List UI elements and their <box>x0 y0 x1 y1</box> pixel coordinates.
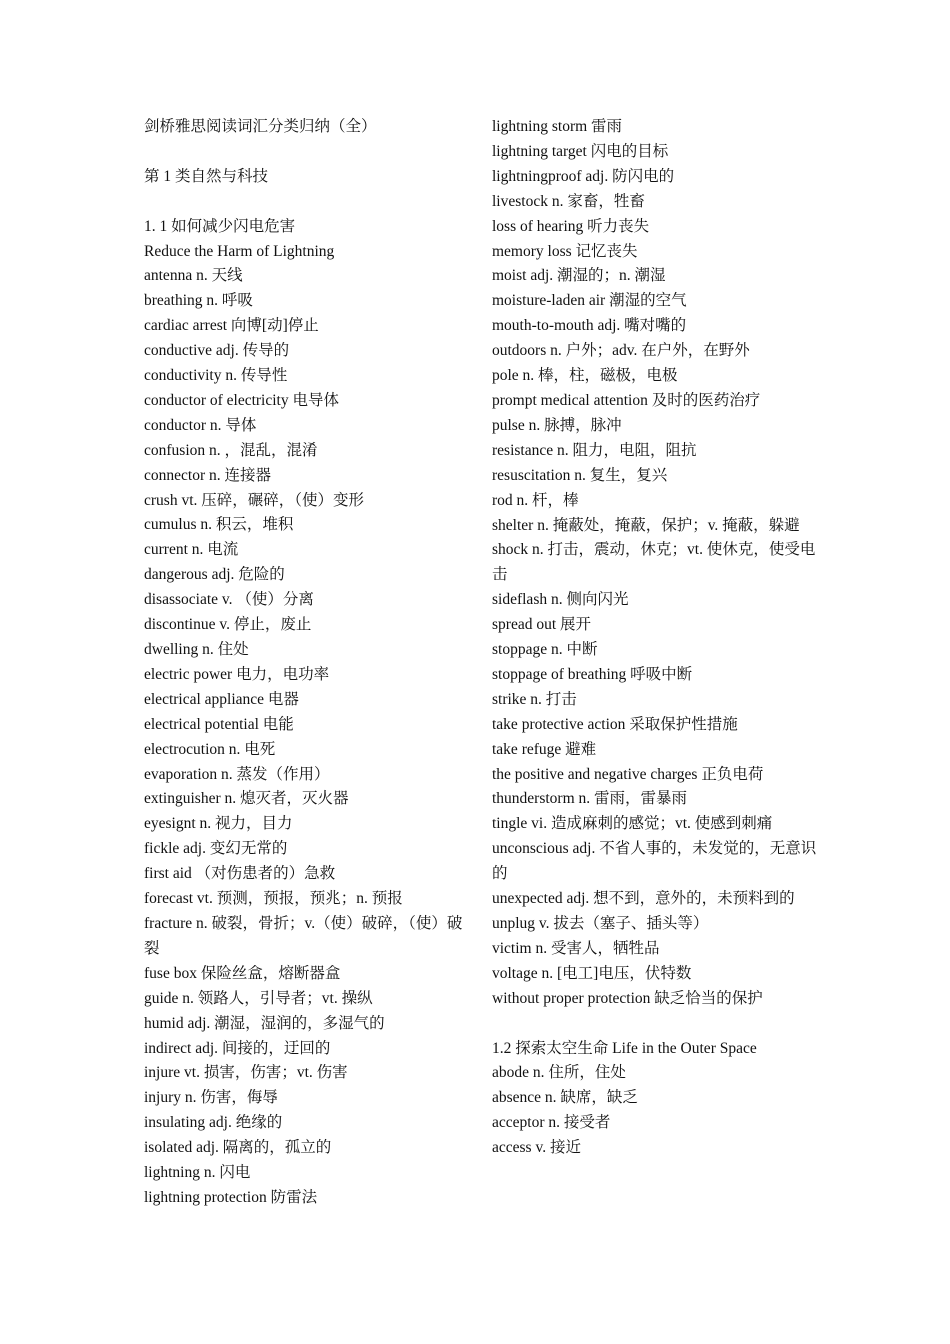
vocab-entry: cardiac arrest 向博[动]停止 <box>144 317 319 335</box>
vocab-entry: the positive and negative charges 正负电荷 <box>492 765 764 783</box>
spacer <box>144 190 474 215</box>
vocab-entry: first aid （对伤患者的）急救 <box>144 865 336 883</box>
vocab-entry: connector n. 连接器 <box>144 466 271 484</box>
vocab-entry: without proper protection 缺乏恰当的保护 <box>492 989 763 1007</box>
right-vocab-list-2 <box>492 1061 817 1161</box>
vocab-entry: stoppage n. 中断 <box>492 641 598 659</box>
vocab-entry: electrical appliance 电器 <box>144 690 299 708</box>
category-heading: 第 1 类自然与科技 <box>144 167 269 185</box>
vocab-entry: strike n. 打击 <box>492 690 577 708</box>
vocab-entry: voltage n. [电工]电压，伏特数 <box>492 964 692 982</box>
vocab-entry: humid adj. 潮湿，湿润的，多湿气的 <box>144 1014 385 1032</box>
vocab-entry: pulse n. 脉搏，脉冲 <box>492 416 622 434</box>
vocab-entry: current n. 电流 <box>144 541 239 559</box>
vocab-entry: forecast vt. 预测，预报，预兆；n. 预报 <box>144 890 403 908</box>
right-vocab-list <box>492 115 817 1012</box>
vocab-entry: loss of hearing 听力丧失 <box>492 217 650 235</box>
vocab-entry: insulating adj. 绝缘的 <box>144 1114 283 1132</box>
vocab-entry: fuse box 保险丝盒，熔断器盒 <box>144 964 341 982</box>
vocab-entry: moist adj. 潮湿的；n. 潮湿 <box>492 267 666 285</box>
vocab-entry: take protective action 采取保护性措施 <box>492 715 738 733</box>
vocab-entry: conductor n. 导体 <box>144 416 257 434</box>
vocab-entry: mouth-to-mouth adj. 嘴对嘴的 <box>492 317 687 335</box>
vocab-entry: extinguisher n. 熄灭者，灭火器 <box>144 790 349 808</box>
vocab-entry: breathing n. 呼吸 <box>144 292 253 310</box>
vocab-entry: cumulus n. 积云，堆积 <box>144 516 294 534</box>
vocab-entry: outdoors n. 户外；adv. 在户外，在野外 <box>492 342 750 360</box>
vocab-entry: shelter n. 掩蔽处，掩蔽，保护；v. 掩蔽，躲避 <box>492 516 800 534</box>
vocab-entry: victim n. 受害人，牺牲品 <box>492 939 660 957</box>
vocab-entry: resuscitation n. 复生，复兴 <box>492 466 668 484</box>
vocab-entry: lightning protection 防雷法 <box>144 1188 318 1206</box>
vocab-entry: unconscious adj. 不省人事的，未发觉的，无意识的 <box>492 840 817 883</box>
vocab-entry: absence n. 缺席，缺乏 <box>492 1089 638 1107</box>
vocab-entry: lightning n. 闪电 <box>144 1164 251 1182</box>
vocab-entry: abode n. 住所，住处 <box>492 1064 626 1082</box>
vocab-entry: spread out 展开 <box>492 616 592 634</box>
vocab-entry: antenna n. 天线 <box>144 267 243 285</box>
right-column <box>492 115 817 1161</box>
vocab-entry: isolated adj. 隔离的，孤立的 <box>144 1139 332 1157</box>
vocab-entry: electrical potential 电能 <box>144 715 294 733</box>
vocab-entry: fracture n. 破裂，骨折；v.（使）破碎，（使）破裂 <box>144 914 463 957</box>
vocab-entry: stoppage of breathing 呼吸中断 <box>492 665 693 683</box>
left-vocab-list <box>144 264 474 1210</box>
left-column <box>144 115 474 1211</box>
vocab-entry: conductivity n. 传导性 <box>144 367 288 385</box>
spacer <box>144 140 474 165</box>
vocab-entry: indirect adj. 间接的，迂回的 <box>144 1039 331 1057</box>
vocab-entry: electric power 电力，电功率 <box>144 665 330 683</box>
vocab-entry: lightning storm 雷雨 <box>492 118 623 135</box>
vocab-entry: dwelling n. 住处 <box>144 641 249 658</box>
vocab-entry: confusion n. ，混乱，混淆 <box>144 441 318 459</box>
vocab-entry: thunderstorm n. 雷雨，雷暴雨 <box>492 790 688 808</box>
section-1-1-subheading: Reduce the Harm of Lightning <box>144 242 335 260</box>
vocab-entry: memory loss 记忆丧失 <box>492 242 638 260</box>
vocab-entry: disassociate v. （使）分离 <box>144 591 314 609</box>
vocab-entry: prompt medical attention 及时的医药治疗 <box>492 391 761 409</box>
vocab-entry: lightning target 闪电的目标 <box>492 142 669 160</box>
vocab-entry: discontinue v. 停止，废止 <box>144 616 312 634</box>
vocab-entry: evaporation n. 蒸发（作用） <box>144 765 330 783</box>
vocab-entry: guide n. 领路人，引导者；vt. 操纵 <box>144 989 373 1007</box>
vocab-entry: unexpected adj. 想不到，意外的，未预料到的 <box>492 890 795 908</box>
vocab-entry: conductive adj. 传导的 <box>144 342 290 360</box>
document-title: 剑桥雅思阅读词汇分类归纳（全） <box>144 118 377 135</box>
spacer <box>492 1012 817 1037</box>
vocab-entry: injury n. 伤害，侮辱 <box>144 1089 278 1107</box>
vocab-entry: tingle vi. 造成麻刺的感觉；vt. 使感到刺痛 <box>492 815 773 833</box>
vocab-entry: moisture-laden air 潮湿的空气 <box>492 292 687 310</box>
vocab-entry: injure vt. 损害，伤害；vt. 伤害 <box>144 1064 348 1082</box>
vocab-entry: lightningproof adj. 防闪电的 <box>492 167 675 185</box>
vocab-entry: shock n. 打击，震动，休克；vt. 使休克，使受电击 <box>492 541 816 584</box>
section-1-1-heading: 1. 1 如何减少闪电危害 <box>144 217 296 235</box>
vocab-entry: acceptor n. 接受者 <box>492 1114 611 1132</box>
vocab-entry: take refuge 避难 <box>492 740 597 758</box>
vocab-entry: fickle adj. 变幻无常的 <box>144 840 288 858</box>
vocab-entry: sideflash n. 侧向闪光 <box>492 591 629 609</box>
vocab-entry: livestock n. 家畜，牲畜 <box>492 192 645 210</box>
section-1-2-heading: 1.2 探索太空生命 Life in the Outer Space <box>492 1039 757 1057</box>
vocab-entry: electrocution n. 电死 <box>144 740 276 758</box>
vocab-entry: eyesignt n. 视力，目力 <box>144 815 293 833</box>
vocab-entry: rod n. 杆，棒 <box>492 491 579 509</box>
vocab-entry: conductor of electricity 电导体 <box>144 391 339 409</box>
vocab-entry: resistance n. 阻力，电阻，阻抗 <box>492 441 697 459</box>
vocab-entry: access v. 接近 <box>492 1139 581 1157</box>
vocab-entry: pole n. 棒，柱，磁极，电极 <box>492 367 678 385</box>
vocab-entry: unplug v. 拔去（塞子、插头等） <box>492 915 709 932</box>
vocab-entry: dangerous adj. 危险的 <box>144 566 285 584</box>
vocab-entry: crush vt. 压碎，碾碎，（使）变形 <box>144 491 365 509</box>
